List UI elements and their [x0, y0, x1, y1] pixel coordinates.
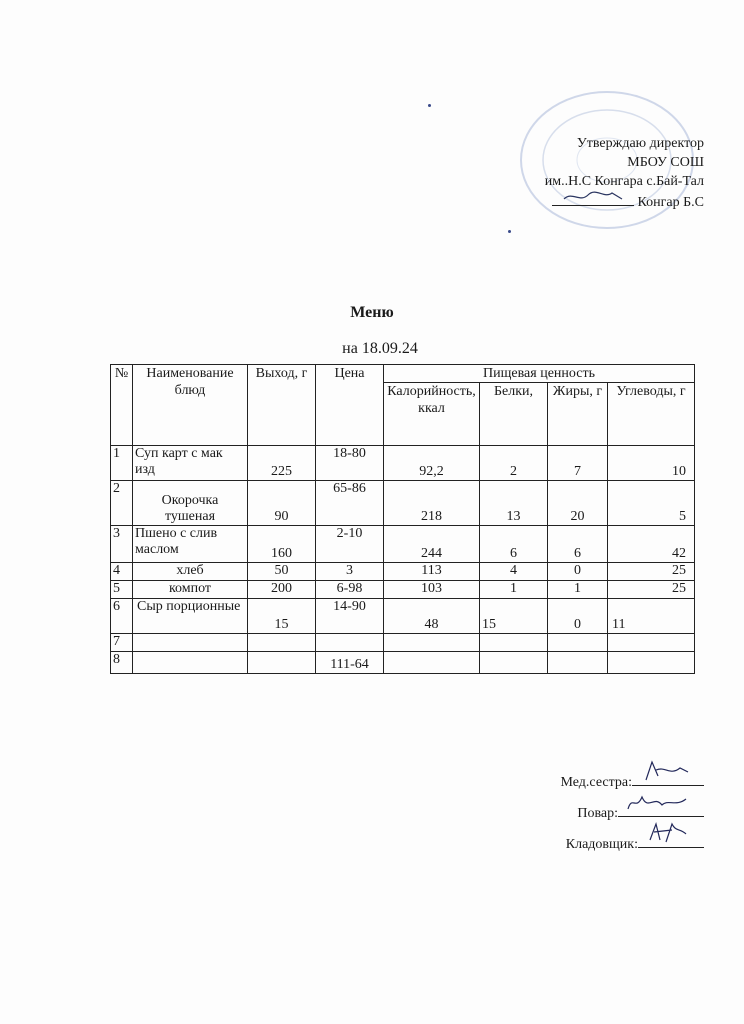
nurse-signature [632, 770, 704, 786]
storekeeper-label: Кладовщик: [565, 837, 638, 852]
row-carbs [608, 652, 695, 674]
row-num: 3 [111, 526, 133, 563]
row-protein: 2 [480, 446, 548, 481]
row-num: 5 [111, 581, 133, 599]
row-protein: 6 [480, 526, 548, 563]
table-row [111, 634, 695, 652]
row-num: 1 [111, 446, 133, 481]
header-yield: Выход, г [248, 365, 316, 446]
row-name: Суп карт с мак изд [133, 446, 248, 481]
menu-date: на 18.09.24 [342, 340, 418, 357]
row-num: 2 [111, 481, 133, 526]
row-name [133, 652, 248, 674]
approval-line-3: им..Н.С Конгара с.Бай-Тал [544, 174, 704, 189]
row-carbs: 10 [608, 446, 695, 481]
row-carbs: 25 [608, 563, 695, 581]
row-yield: 15 [248, 599, 316, 634]
row-num: 8 [111, 652, 133, 674]
row-name: компот [133, 581, 248, 599]
signatures-block [561, 770, 704, 863]
table-row [111, 446, 695, 481]
row-price: 3 [316, 563, 384, 581]
table-row [111, 652, 695, 674]
row-yield: 90 [248, 481, 316, 526]
row-yield: 160 [248, 526, 316, 563]
row-price: 65-86 [316, 481, 384, 526]
row-protein: 4 [480, 563, 548, 581]
header-nutrition: Пищевая ценность [384, 365, 695, 383]
row-protein: 15 [480, 599, 548, 634]
row-fat [548, 634, 608, 652]
row-price: 14-90 [316, 599, 384, 634]
row-name: Пшено с слив маслом [133, 526, 248, 563]
row-yield: 200 [248, 581, 316, 599]
row-carbs: 25 [608, 581, 695, 599]
row-fat: 20 [548, 481, 608, 526]
header-fat: Жиры, г [548, 383, 608, 446]
row-calories [384, 634, 480, 652]
row-num: 4 [111, 563, 133, 581]
row-calories: 244 [384, 526, 480, 563]
nurse-label: Мед.сестра: [560, 775, 632, 790]
cook-signature [618, 801, 704, 817]
row-fat: 1 [548, 581, 608, 599]
row-name [133, 634, 248, 652]
row-name: Окорочка тушеная [133, 481, 248, 526]
director-signature [552, 191, 634, 206]
table-row [111, 599, 695, 634]
approval-line-1: Утверждаю директор [576, 136, 704, 151]
row-fat: 7 [548, 446, 608, 481]
header-price: Цена [316, 365, 384, 446]
table-row [111, 581, 695, 599]
row-price: 18-80 [316, 446, 384, 481]
header-num: № [111, 365, 133, 446]
approval-line-2: МБОУ СОШ [627, 155, 704, 170]
header-name: Наименование блюд [133, 365, 248, 446]
row-carbs: 42 [608, 526, 695, 563]
header-calories: Калорийность, ккал [384, 383, 480, 446]
row-fat [548, 652, 608, 674]
row-price [316, 634, 384, 652]
row-price: 2-10 [316, 526, 384, 563]
ink-dot [508, 230, 511, 233]
row-num: 6 [111, 599, 133, 634]
row-name: хлеб [133, 563, 248, 581]
row-calories [384, 652, 480, 674]
row-fat: 0 [548, 599, 608, 634]
row-calories: 48 [384, 599, 480, 634]
table-row [111, 563, 695, 581]
row-name: Сыр порционные [133, 599, 248, 634]
row-yield [248, 652, 316, 674]
row-carbs: 11 [608, 599, 695, 634]
row-carbs: 5 [608, 481, 695, 526]
row-protein [480, 652, 548, 674]
row-fat: 0 [548, 563, 608, 581]
row-yield: 225 [248, 446, 316, 481]
row-carbs [608, 634, 695, 652]
row-protein: 1 [480, 581, 548, 599]
row-yield: 50 [248, 563, 316, 581]
row-calories: 113 [384, 563, 480, 581]
header-protein: Белки, [480, 383, 548, 446]
menu-table [110, 364, 695, 674]
row-calories: 218 [384, 481, 480, 526]
table-row [111, 481, 695, 526]
row-num: 7 [111, 634, 133, 652]
row-protein [480, 634, 548, 652]
header-carbs: Углеводы, г [608, 383, 695, 446]
row-calories: 92,2 [384, 446, 480, 481]
row-price: 6-98 [316, 581, 384, 599]
cook-label: Повар: [577, 806, 618, 821]
storekeeper-signature [638, 832, 704, 848]
row-protein: 13 [480, 481, 548, 526]
row-yield [248, 634, 316, 652]
table-row [111, 526, 695, 563]
row-calories: 103 [384, 581, 480, 599]
row-price-total: 111-64 [316, 652, 384, 674]
page-title: Меню [350, 304, 394, 321]
director-name: Конгар Б.С [637, 195, 704, 210]
ink-dot [428, 104, 431, 107]
approval-block [545, 134, 704, 212]
approval-line-4 [545, 191, 704, 212]
row-fat: 6 [548, 526, 608, 563]
